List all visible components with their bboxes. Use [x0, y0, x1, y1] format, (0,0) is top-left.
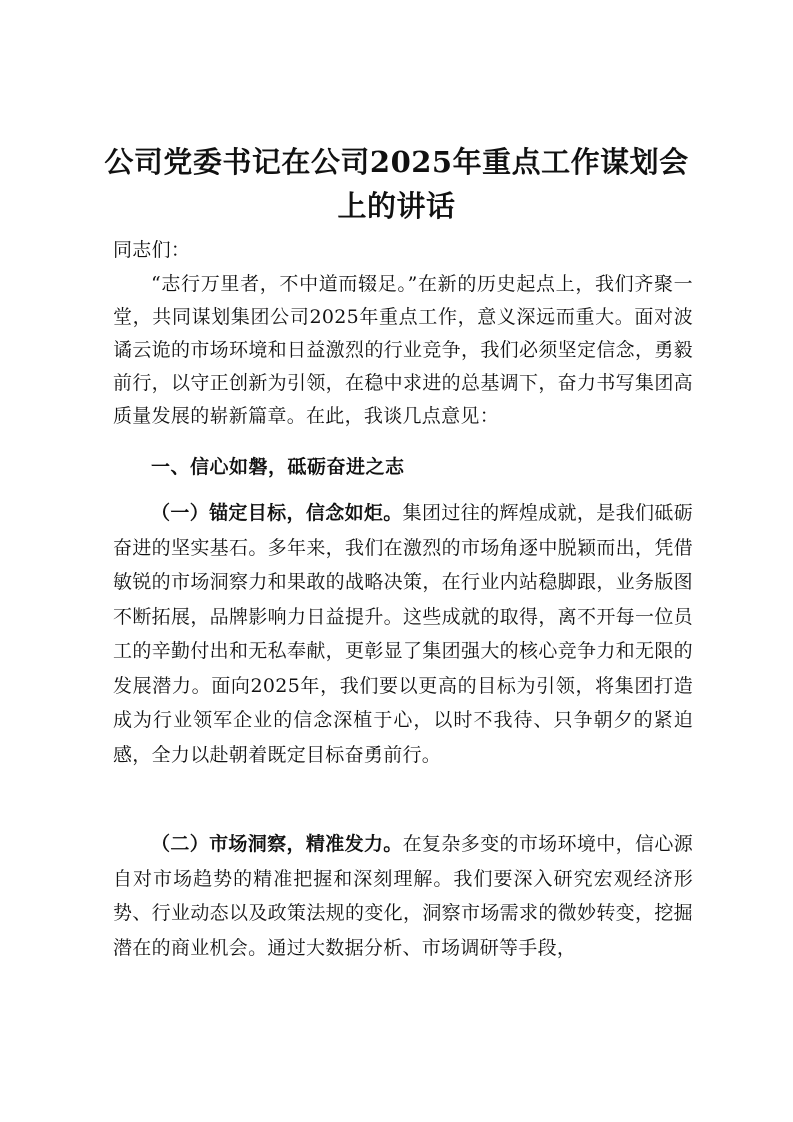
subsection-1-paragraph	[113, 496, 693, 772]
subsection-2-paragraph	[113, 827, 693, 965]
document-title: 公司党委书记在公司2025年重点工作谋划会上的讲话	[104, 145, 689, 223]
subsection-1-lead: （一）锚定目标，信念如炬。	[151, 502, 403, 524]
intro-paragraph: “志行万里者，不中道而辍足。”在新的历史起点上，我们齐聚一堂，共同谋划集团公司2025年重点工作，意义深远而重大。面对波谲云诡的市场环境和日益激烈的行业竞争，我们必须坚定信念，勇毅前行，以守正创新为引领，在稳中求进的总基调下，奋力书写集团高质量发展的崭新篇章。在此，我谈几点意见：	[113, 273, 693, 427]
salutation: 同志们：	[113, 239, 191, 261]
subsection-1-text: 集团过往的辉煌成就，是我们砥砺奋进的坚实基石。多年来，我们在激烈的市场角逐中脱颖而出，凭借敏锐的市场洞察力和果敢的战略决策，在行业内站稳脚跟，业务版图不断拓展，品牌影响力日益提升。这些成就的取得，离不开每一位员工的辛勤付出和无私奉献，更彰显了集团强大的核心竞争力和无限的发展潜力。面向2025年，我们要以更高的目标为引领，将集团打造成为行业领军企业的信念深植于心，以时不我待、只争朝夕的紧迫感，全力以赴朝着既定目标奋勇前行。	[113, 502, 693, 766]
subsection-2-text: 在复杂多变的市场环境中，信心源自对市场趋势的精准把握和深刻理解。我们要深入研究宏观经济形势、行业动态以及政策法规的变化，洞察市场需求的微妙转变，挖掘潜在的商业机会。通过大数据分析、市场调研等手段，	[113, 833, 693, 959]
section-heading-1: 一、信心如磐，砥砺奋进之志	[151, 456, 405, 478]
subsection-2-lead: （二）市场洞察，精准发力。	[151, 833, 403, 855]
